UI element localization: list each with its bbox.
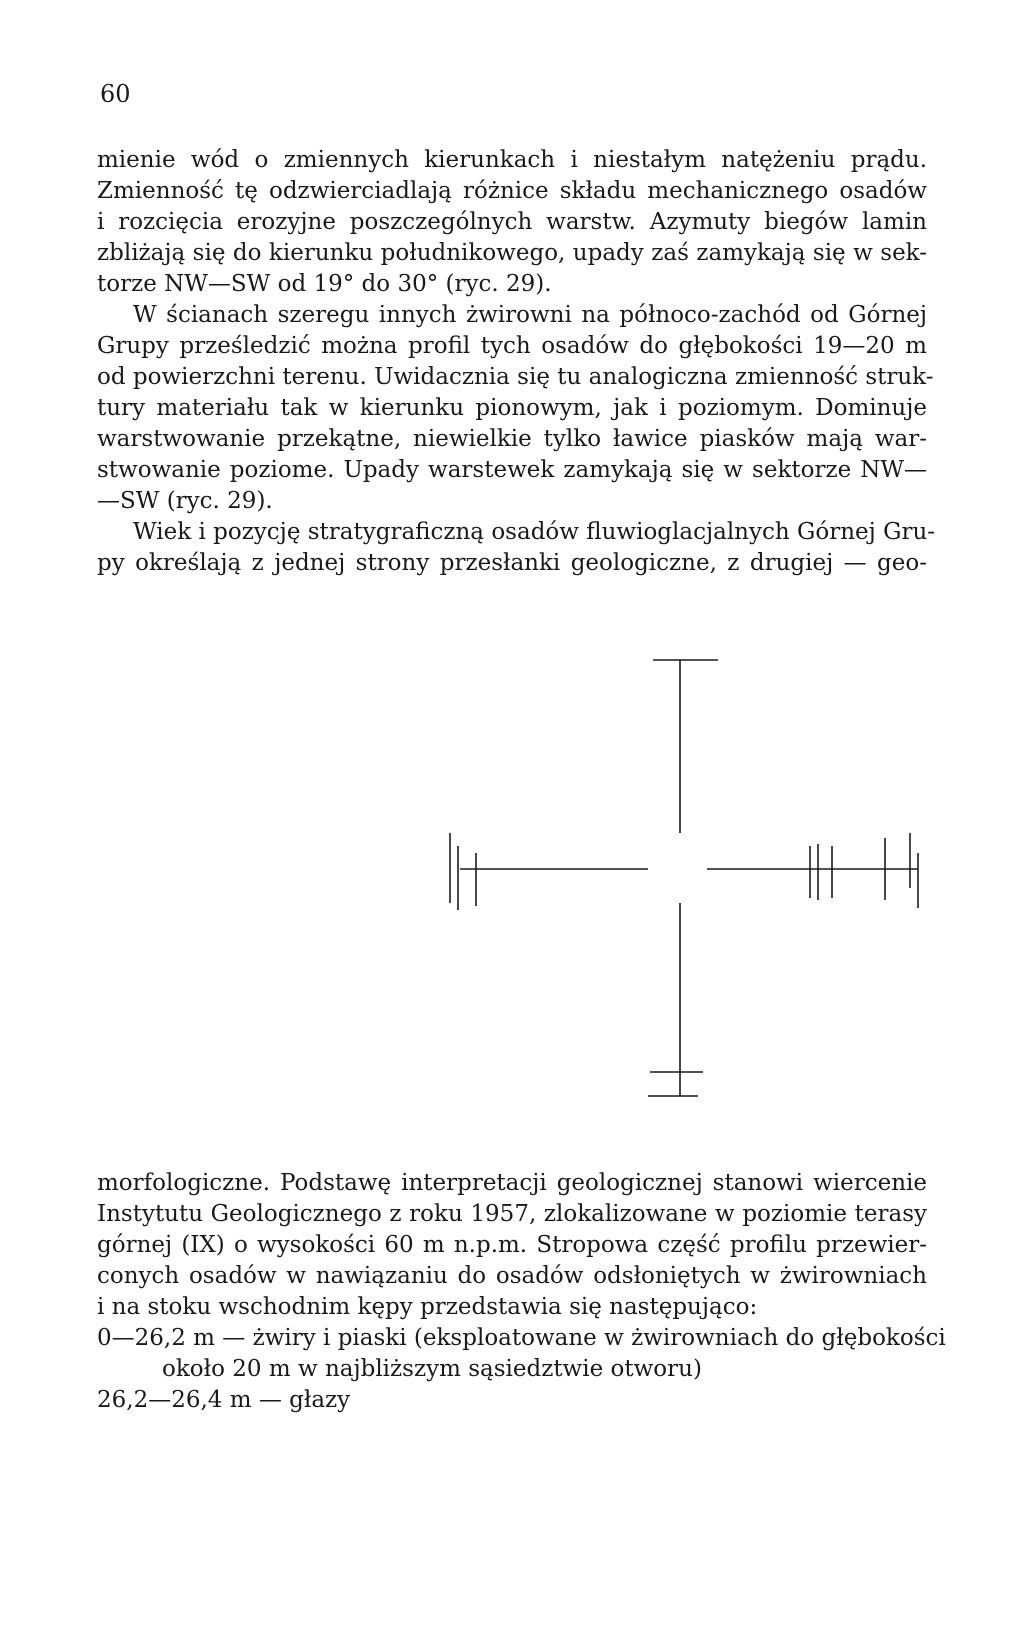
text-line: około 20 m w najbliższym sąsiedztwie otworu) bbox=[162, 1356, 702, 1382]
text-line: Zmienność tę odzwierciadlają różnice składu mechanicznego osadów bbox=[97, 178, 927, 204]
text-line: py określają z jednej strony przesłanki geologiczne, z drugiej — geo- bbox=[97, 550, 927, 576]
text-line: Grupy prześledzić można profil tych osadów do głębokości 19—20 m bbox=[97, 333, 927, 359]
text-line: warstwowanie przekątne, niewielkie tylko ławice piasków mają war- bbox=[97, 426, 927, 452]
text-line: 26,2—26,4 m — głazy bbox=[97, 1387, 351, 1413]
text-line: —SW (ryc. 29). bbox=[97, 488, 273, 514]
text-line: Wiek i pozycję stratygraficzną osadów fluwioglacjalnych Górnej Gru- bbox=[133, 519, 936, 545]
azimuth-cross-figure bbox=[440, 648, 940, 1118]
text-line: torze NW—SW od 19° do 30° (ryc. 29). bbox=[97, 271, 552, 297]
text-line: morfologiczne. Podstawę interpretacji geologicznej stanowi wiercenie bbox=[97, 1170, 927, 1196]
page-number: 60 bbox=[100, 80, 131, 108]
text-line: zbliżają się do kierunku południkowego, upady zaś zamykają się w sek- bbox=[97, 240, 927, 266]
text-line: od powierzchni terenu. Uwidacznia się tu analogiczna zmienność struk- bbox=[97, 364, 934, 390]
text-line: 0—26,2 m — żwiry i piaski (eksploatowane w żwirowniach do głębokości bbox=[97, 1325, 946, 1351]
text-line: Instytutu Geologicznego z roku 1957, zlokalizowane w poziomie terasy bbox=[97, 1201, 927, 1227]
text-line: i na stoku wschodnim kępy przedstawia się następująco: bbox=[97, 1294, 758, 1320]
text-line: conych osadów w nawiązaniu do osadów odsłoniętych w żwirowniach bbox=[97, 1263, 927, 1289]
text-line: mienie wód o zmiennych kierunkach i niestałym natężeniu prądu. bbox=[97, 147, 927, 173]
text-line: górnej (IX) o wysokości 60 m n.p.m. Stropowa część profilu przewier- bbox=[97, 1232, 927, 1258]
text-line: W ścianach szeregu innych żwirowni na północo-zachód od Górnej bbox=[133, 302, 927, 328]
text-line: i rozcięcia erozyjne poszczególnych warstw. Azymuty biegów lamin bbox=[97, 209, 927, 235]
text-line: tury materiału tak w kierunku pionowym, jak i poziomym. Dominuje bbox=[97, 395, 927, 421]
text-line: stwowanie poziome. Upady warstewek zamykają się w sektorze NW— bbox=[97, 457, 927, 483]
